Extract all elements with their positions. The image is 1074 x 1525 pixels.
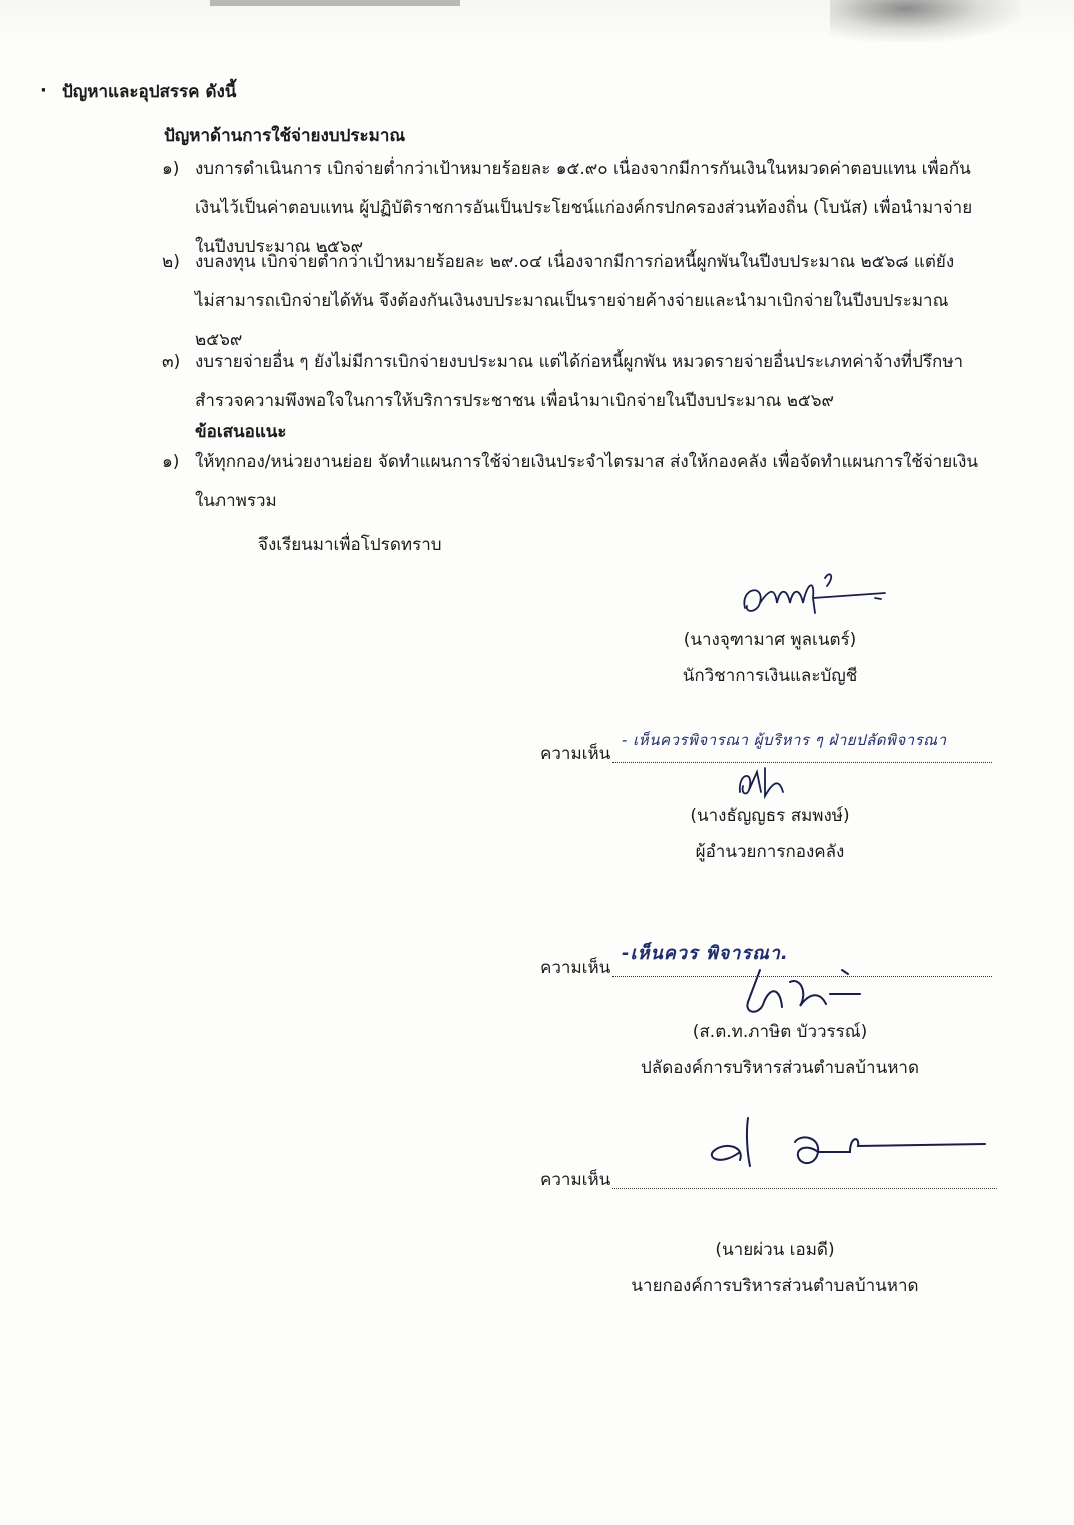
signatory-1-block: [640, 622, 900, 694]
closing-text: จึงเรียนมาเพื่อโปรดทราบ: [258, 535, 442, 555]
section-heading: ปัญหาและอุปสรรค ดังนี้: [62, 82, 237, 102]
signatory-1-name: (นางจุฑามาศ พูลเนตร์): [683, 630, 857, 650]
suggestion-item-1: [195, 443, 1015, 521]
signatory-2-handwritten-comment: - เห็นควรพิจารณา ผู้บริหาร ๆ ฝ่ายปลัดพิจารณา: [622, 731, 947, 749]
budget-item-1-number: ๑): [162, 159, 180, 179]
signatory-2-block: [640, 798, 900, 870]
signatory-2-name: (นางธัญญธร สมพงษ์): [690, 806, 850, 826]
signatory-4-position: นายกองค์การบริหารส่วนตำบลบ้านหาด: [631, 1276, 919, 1296]
suggestion-item-1-line-1: ให้ทุกกอง/หน่วยงานย่อย จัดทำแผนการใช้จ่ายเงินประจำไตรมาส ส่งให้กองคลัง เพื่อจัดทำแผนการใช้จ่ายเงิน: [195, 452, 978, 472]
scan-edge-shadow: [210, 0, 460, 6]
signatory-3-block: [630, 1014, 930, 1086]
budget-item-3-line-2: สำรวจความพึงพอใจในการให้บริการประชาชน เพื่อนำมาเบิกจ่ายในปีงบประมาณ ๒๕๖๙: [195, 391, 835, 411]
signatory-2-comment-line: [612, 762, 992, 763]
budget-item-1-line-1: งบการดำเนินการ เบิกจ่ายต่ำกว่าเป้าหมายร้อยละ ๑๕.๙๐ เนื่องจากมีการกันเงินในหมวดค่าตอบแทน เพื่อกัน: [195, 159, 971, 179]
budget-item-2-number: ๒): [162, 252, 180, 272]
signatory-3-handwritten-comment: -เห็นควร พิจารณา.: [622, 943, 789, 964]
budget-item-2-line-2: ไม่สามารถเบิกจ่ายได้ทัน จึงต้องกันเงินงบประมาณเป็นรายจ่ายค้างจ่ายและนำมาเบิกจ่ายในปีงบประมาณ: [195, 291, 949, 311]
signatory-4-comment-label: ความเห็น: [540, 1170, 611, 1190]
scan-blot: [830, 0, 1020, 42]
signatory-4-name: (นายผ่วน เอมดี): [715, 1240, 835, 1260]
signatory-1-position: นักวิชาการเงินและบัญชี: [682, 666, 858, 686]
budget-item-3: [195, 343, 1015, 421]
signatory-2-position: ผู้อำนวยการกองคลัง: [695, 842, 845, 862]
signature-3: [730, 962, 870, 1022]
suggestion-section-title: ข้อเสนอแนะ: [195, 422, 287, 442]
signatory-2-comment-label: ความเห็น: [540, 744, 611, 764]
budget-item-3-line-1: งบรายจ่ายอื่น ๆ ยังไม่มีการเบิกจ่ายงบประมาณ แต่ได้ก่อหนี้ผูกพัน หมวดรายจ่ายอื่นประเภทค่าจ้างที่ปรึกษา: [195, 352, 964, 372]
suggestion-item-1-number: ๑): [162, 452, 180, 472]
signatory-3-position: ปลัดองค์การบริหารส่วนตำบลบ้านหาด: [641, 1058, 919, 1078]
signatory-3-name: (ส.ต.ท.ภาษิต บัววรรณ์): [692, 1022, 868, 1042]
budget-item-2-line-3: ๒๕๖๙: [195, 330, 243, 350]
suggestion-item-1-line-2: ในภาพรวม: [195, 491, 277, 511]
signature-2: [735, 762, 795, 802]
budget-section-title: ปัญหาด้านการใช้จ่ายงบประมาณ: [164, 126, 406, 146]
budget-item-2-line-1: งบลงทุน เบิกจ่ายต่ำกว่าเป้าหมายร้อยละ ๒๙.๐๔ เนื่องจากมีการก่อหนี้ผูกพันในปีงบประมาณ ๒๕๖๘ แต่ยัง: [195, 252, 955, 272]
signatory-3-comment-label: ความเห็น: [540, 958, 611, 978]
budget-item-1-line-3: ในปีงบประมาณ ๒๕๖๙: [195, 237, 364, 257]
budget-item-3-number: ๓): [162, 352, 181, 372]
signature-4: [700, 1112, 990, 1182]
budget-item-1-line-2: เงินไว้เป็นค่าตอบแทน ผู้ปฏิบัติราชการอันเป็นประโยชน์แก่องค์กรปกครองส่วนท้องถิ่น (โบนัส) เพื่อนำมาจ่าย: [195, 198, 973, 218]
signature-1: [735, 568, 895, 628]
signatory-4-block: [620, 1232, 930, 1304]
heading-bullet: ·: [40, 80, 47, 101]
signatory-4-comment-line: [612, 1188, 997, 1189]
